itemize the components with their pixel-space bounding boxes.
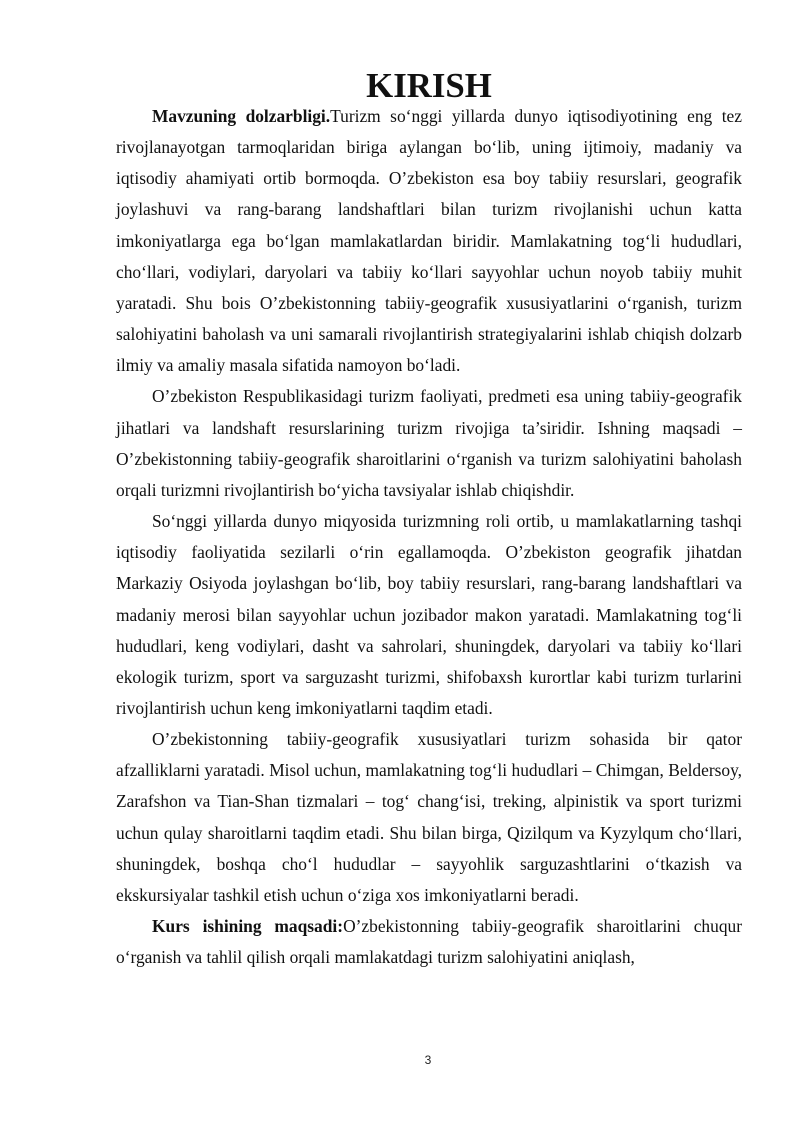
paragraph-relevance: [116, 101, 742, 381]
paragraph-text: O’zbekistonning tabiiy-geografik xususiyatlari turizm sohasida bir qator afzalliklarni yaratadi. Misol uchun, mamlakatning tog‘li hududlari – Chimgan, Beldersoy, Zarafshon va Tian-Shan tizmalari – tog‘ chang‘isi, treking, alpinistik va sport turizmi uchun qulay sharoitlarni taqdim etadi. Shu bilan birga, Qizilqum va Kyzylqum cho‘llari, shuningdek, boshqa cho‘l hududlar – sayyohlik sarguzashtlarini o‘tkazish va ekskursiyalar tashkil etish uchun o‘ziga xos imkoniyatlarni beradi.: [116, 729, 742, 905]
paragraph-tourism-role: [116, 506, 742, 724]
page-title: KIRISH: [366, 66, 492, 105]
paragraph-text: O’zbekiston Respublikasidagi turizm faoliyati, predmeti esa uning tabiiy-geografik jihatlari va landshaft resurslarining turizm rivojiga ta’siridir. Ishning maqsadi – O’zbekistonning tabiiy-geografik sharoitlarini o‘rganish va turizm salohiyatini baholash orqali turizmni rivojlantirish bo‘yicha tavsiyalar ishlab chiqishdir.: [116, 386, 742, 500]
paragraph-lead: Mavzuning dolzarbligi.: [152, 106, 331, 126]
paragraph-text: So‘nggi yillarda dunyo miqyosida turizmning roli ortib, u mamlakatlarning tashqi iqtisodiy faoliyatida sezilarli o‘rin egallamoqda. O’zbekiston geografik jihatdan Markaziy Osiyoda joylashgan bo‘lib, boy tabiiy resurslari, rang-barang landshaftlari va madaniy merosi bilan sayyohlar uchun jozibador makon yaratadi. Mamlakatning tog‘li hududlari, keng vodiylari, dasht va sahrolari, shuningdek, daryolari va tabiiy ko‘llari ekologik turizm, sport va sarguzasht turizmi, shifobaxsh kurortlar kabi turizm turlarini rivojlantirish uchun keng imkoniyatlarni taqdim etadi.: [116, 511, 742, 718]
paragraph-lead: Kurs ishining maqsadi:: [152, 916, 344, 937]
paragraph-subject: [116, 381, 742, 506]
paragraph-text: O’zbekistonning tabiiy-geografik sharoitlarini chuqur o‘rganish va tahlil qilish orqali mamlakatdagi turizm salohiyatini aniqlash,: [116, 916, 742, 968]
paragraph-text: Turizm so‘nggi yillarda dunyo iqtisodiyotining eng tez rivojlanayotgan tarmoqlaridan biriga aylangan bo‘lib, uning ijtimoiy, madaniy va iqtisodiy ahamiyati ortib bormoqda. O’zbekiston esa boy tabiiy resurslari, geografik joylashuvi va rang-barang landshaftlari bilan turizm rivojlanishi uchun katta imkoniyatlarga ega bo‘lgan mamlakatlardan biridir. Mamlakatning tog‘li hududlari, cho‘llari, vodiylari, daryolari va tabiiy ko‘llari sayyohlar uchun noyob tabiiy muhit yaratadi. Shu bois O’zbekistonning tabiiy-geografik xususiyatlarini o‘rganish, turizm salohiyatini baholash va uni samarali rivojlantirish strategiyalarini ishlab chiqish dolzarb ilmiy va amaliy masala sifatida namoyon bo‘ladi.: [116, 106, 742, 376]
document-page: [116, 66, 742, 973]
page-number: 3: [424, 1053, 432, 1067]
paragraph-course-goal: [116, 911, 742, 973]
paragraph-geographic-features: [116, 724, 742, 911]
